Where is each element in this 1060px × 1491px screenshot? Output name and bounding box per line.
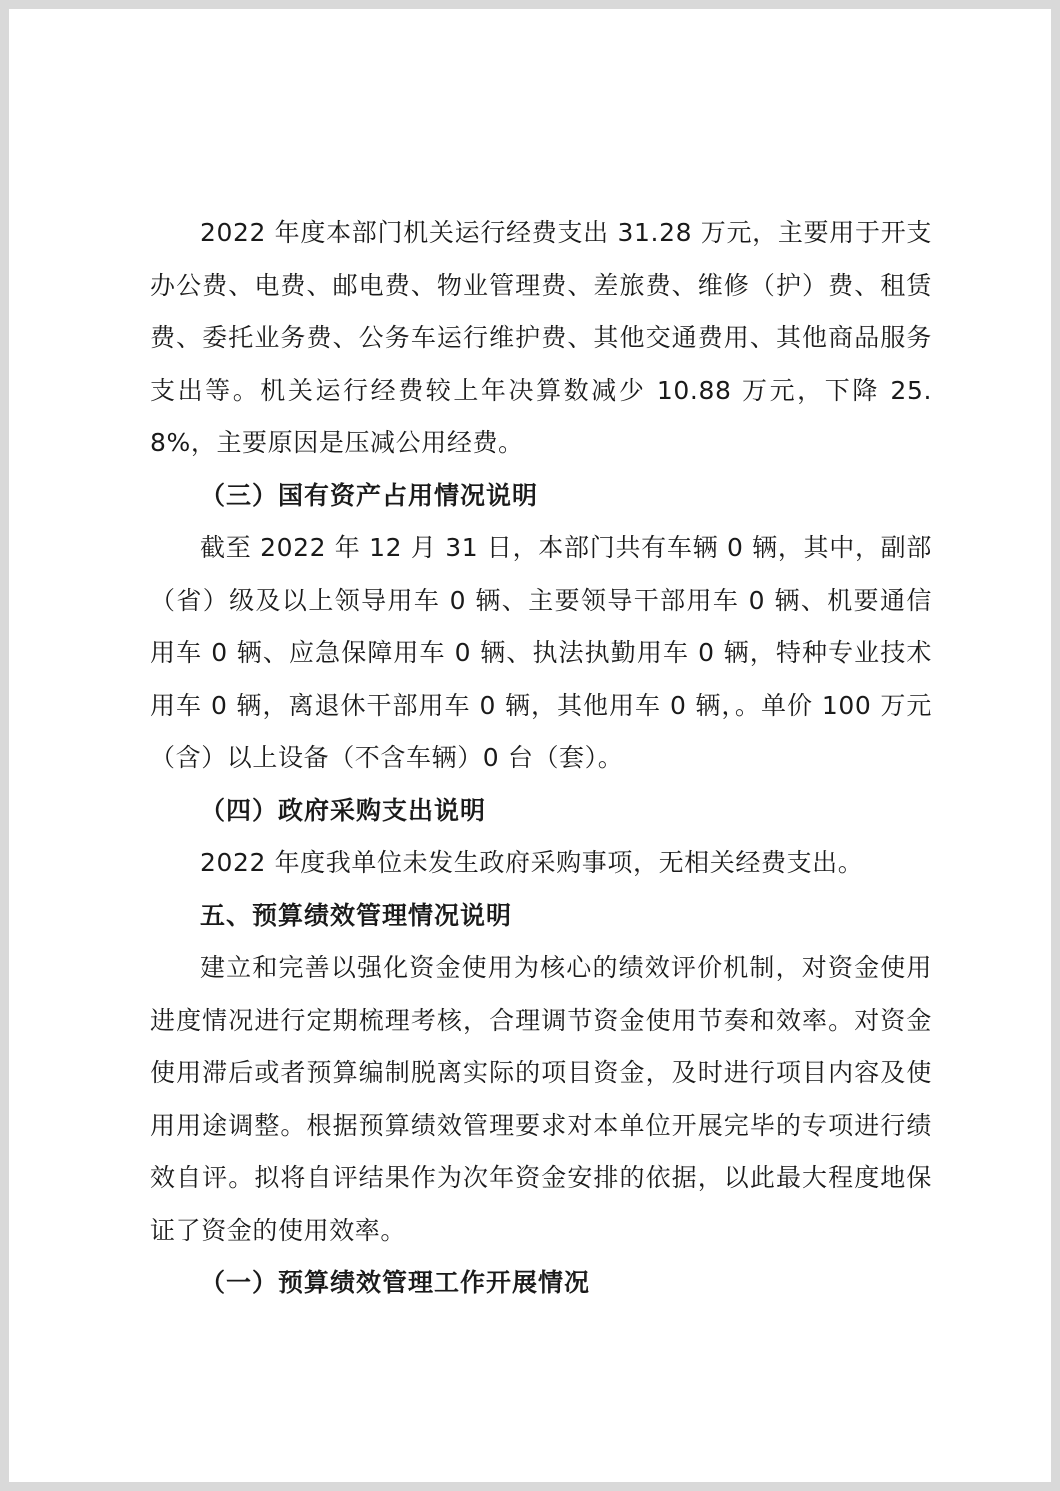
paragraph-government-procurement: 2022 年度我单位未发生政府采购事项，无相关经费支出。 [200, 848, 864, 877]
heading-budget-performance: 五、预算绩效管理情况说明 [200, 900, 513, 930]
paragraph-state-assets: 截至 2022 年 12 月 31 日，本部门共有车辆 0 辆，其中，副部（省）级及以上领导用车 0 辆、主要领导干部用车 0 辆、机要通信用车 0 辆、应急保障用车 0 辆、执法执勤用车 0 辆，特种专业技术用车 0 辆，离退休干部用车 0 辆，其他用车 0 辆，。单价 100 万元（含）以上设备（不含车辆）0 台（套）。 [150, 533, 932, 772]
paragraph-budget-performance: 建立和完善以强化资金使用为核心的绩效评价机制，对资金使用进度情况进行定期梳理考核，合理调节资金使用节奏和效率。对资金使用滞后或者预算编制脱离实际的项目资金，及时进行项目内容及使用用途调整。根据预算绩效管理要求对本单位开展完毕的专项进行绩效自评。拟将自评结果作为次年资金安排的依据，以此最大程度地保证了资金的使用效率。 [150, 953, 932, 1245]
document-body [150, 207, 932, 1310]
paragraph-operating-expenses: 2022 年度本部门机关运行经费支出 31.28 万元，主要用于开支办公费、电费、邮电费、物业管理费、差旅费、维修（护）费、租赁费、委托业务费、公务车运行维护费、其他交通费用、其他商品服务支出等。机关运行经费较上年决算数减少 10.88 万元，下降 25.8%，主要原因是压减公用经费。 [150, 218, 932, 457]
document-page [9, 9, 1051, 1482]
heading-performance-work: （一）预算绩效管理工作开展情况 [200, 1268, 591, 1297]
heading-state-assets: （三）国有资产占用情况说明 [200, 480, 539, 510]
heading-government-procurement: （四）政府采购支出说明 [200, 795, 487, 825]
